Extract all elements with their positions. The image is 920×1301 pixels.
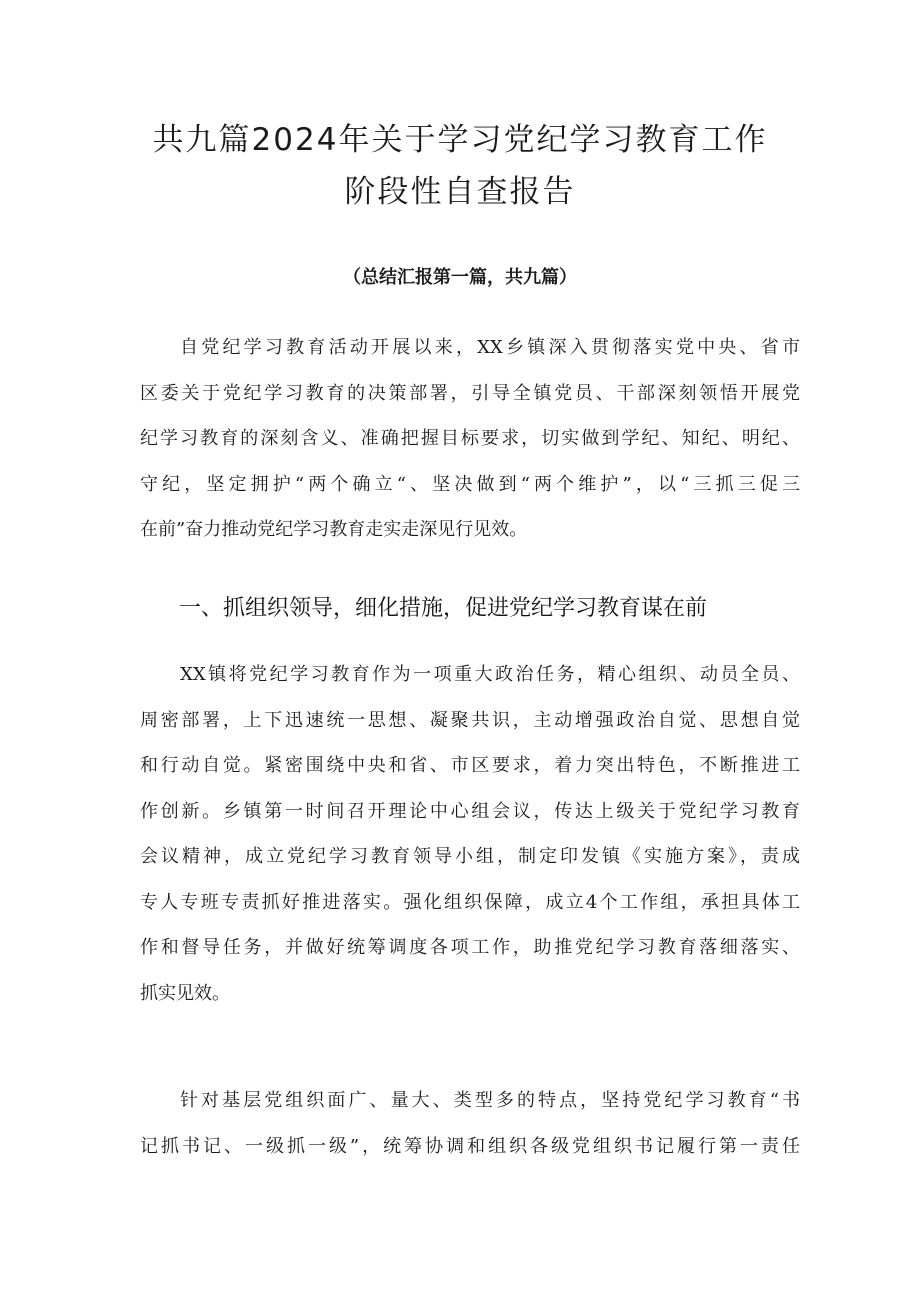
paragraph-line: 和行动自觉。紧密围绕中央和省、市区要求，着力突出特色，不断推进工 xyxy=(140,755,800,776)
paragraph-intro xyxy=(140,325,800,553)
document-subtitle: （总结汇报第一篇，共九篇） xyxy=(343,267,577,288)
paragraph-line: 纪学习教育的深刻含义、准确把握目标要求，切实做到学纪、知纪、明纪、 xyxy=(140,428,800,449)
paragraph-line: 自党纪学习教育活动开展以来，XX乡镇深入贯彻落实党中央、省市 xyxy=(180,337,800,358)
document-title-line-2: 阶段性自查报告 xyxy=(344,174,576,210)
paragraph-line: 周密部署，上下迅速统一思想、凝聚共识，主动增强政治自觉、思想自觉 xyxy=(140,709,800,731)
paragraph-section-1b xyxy=(140,1078,800,1169)
paragraph-section-1 xyxy=(140,652,800,1016)
paragraph-line: 记抓书记、一级抓一级”，统筹协调和组织各级党组织书记履行第一责任 xyxy=(140,1135,800,1157)
paragraph-line: 抓实见效。 xyxy=(140,982,230,1004)
paragraph-line: 会议精神，成立党纪学习教育领导小组，制定印发镇《实施方案》，责成 xyxy=(140,846,800,867)
document-title-line-1: 共九篇2024年关于学习党纪学习教育工作 xyxy=(152,122,768,158)
paragraph-line: 作创新。乡镇第一时间召开理论中心组会议，传达上级关于党纪学习教育 xyxy=(140,800,800,822)
section-heading-1: 一、抓组织领导，细化措施，促进党纪学习教育谋在前 xyxy=(179,596,708,621)
paragraph-line: 守纪，坚定拥护“两个确立“、坚决做到“两个维护”，以“三抓三促三 xyxy=(140,473,800,495)
paragraph-line: XX镇将党纪学习教育作为一项重大政治任务，精心组织、动员全员、 xyxy=(180,664,800,685)
paragraph-line: 作和督导任务，并做好统筹调度各项工作，助推党纪学习教育落细落实、 xyxy=(140,937,800,958)
paragraph-line: 专人专班专责抓好推进落实。强化组织保障，成立4个工作组，承担具体工 xyxy=(140,891,800,913)
paragraph-line: 在前”奋力推动党纪学习教育走实走深见行见效。 xyxy=(140,519,528,540)
paragraph-line: 区委关于党纪学习教育的决策部署，引导全镇党员、干部深刻领悟开展党 xyxy=(140,382,800,404)
paragraph-line: 针对基层党组织面广、量大、类型多的特点，坚持党纪学习教育“书 xyxy=(180,1090,800,1111)
